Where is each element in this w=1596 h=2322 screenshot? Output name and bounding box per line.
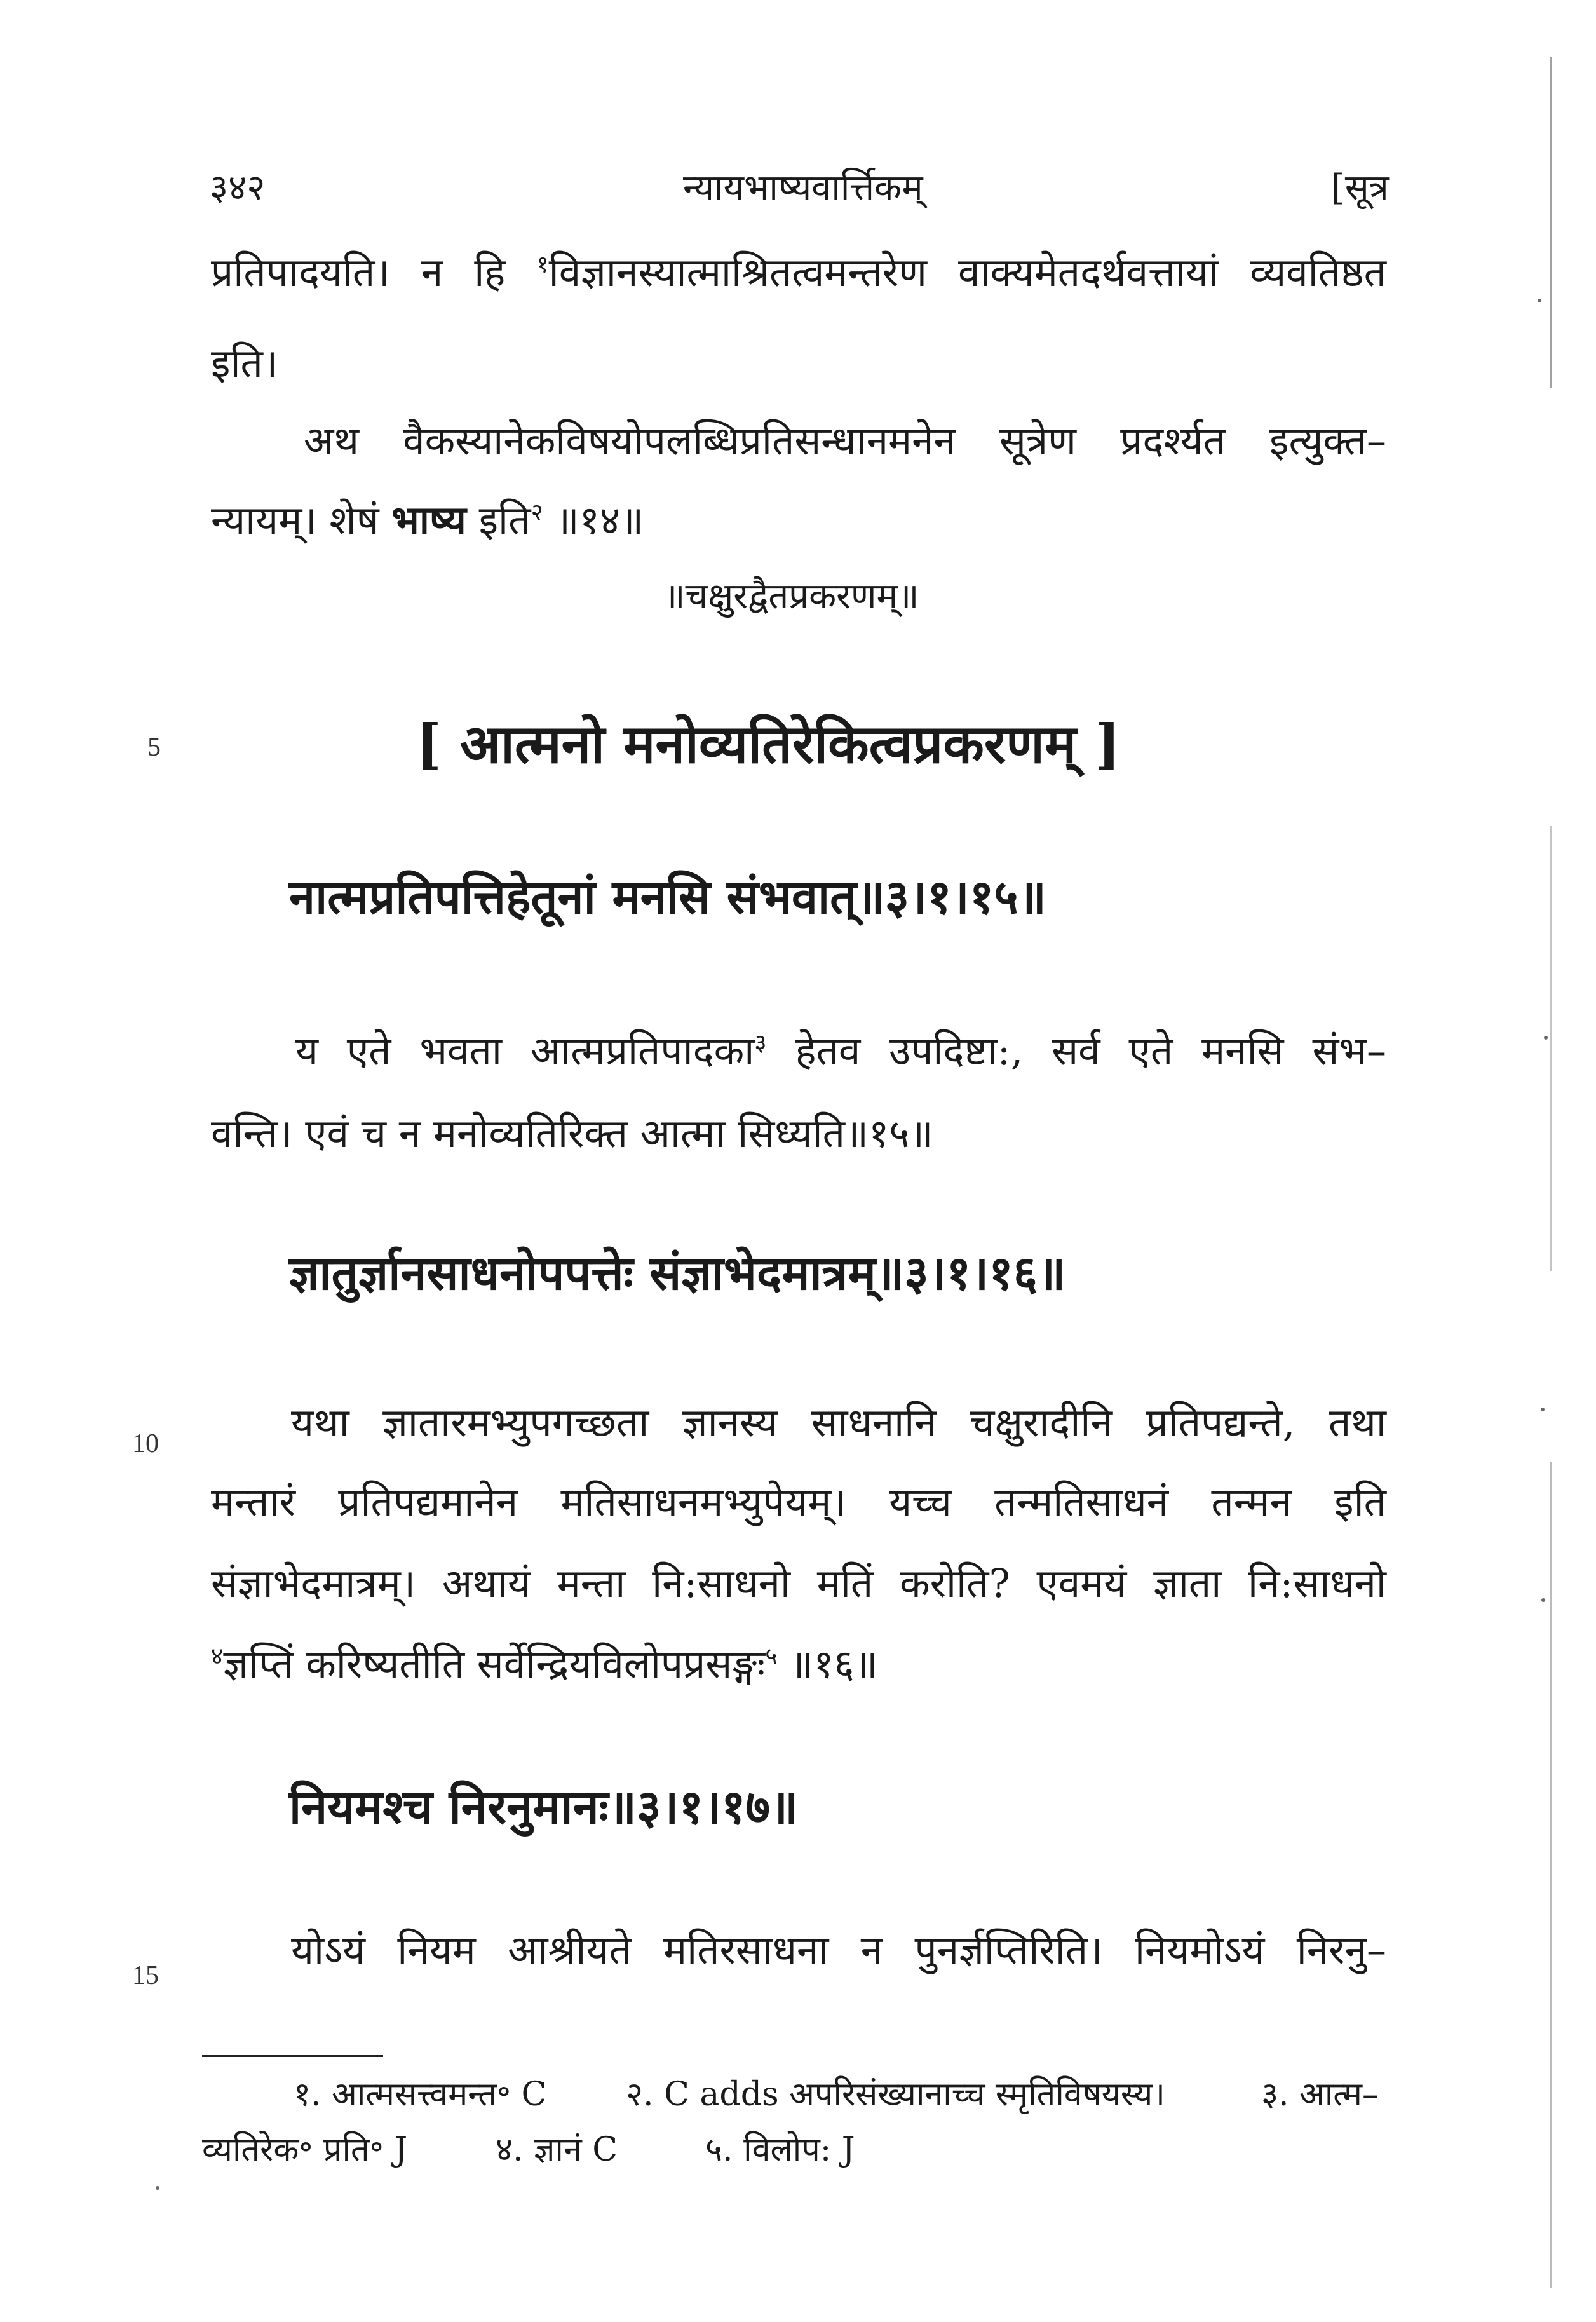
- colophon: ॥चक्षुरद्वैतप्रकरणम्॥: [664, 576, 919, 617]
- scan-speck: [1541, 1408, 1545, 1411]
- scan-edge-line: [1550, 1462, 1552, 2288]
- scan-speck: [1538, 299, 1541, 302]
- sutra-15: नात्मप्रतिपत्तिहेतूनां मनसि संभवात्॥३।१।१५॥: [289, 870, 1047, 925]
- page-number: ३४२: [210, 167, 266, 208]
- scan-speck: [1544, 1036, 1548, 1040]
- footnote-1: १. आत्मसत्त्वमन्त॰ C: [294, 2075, 547, 2114]
- line-number: 15: [132, 1961, 159, 1990]
- commentary-line: मन्तारं प्रतिपद्यमानेन मतिसाधनमभ्युपेयम्। यच्च तन्मतिसाधनं तन्मन इति: [211, 1479, 1386, 1525]
- sutra-16: ज्ञातुर्ज्ञानसाधनोपपत्तेः संज्ञाभेदमात्रम्॥३।१।१६॥: [289, 1246, 1066, 1301]
- footnote-3-continued: व्यतिरेक॰ प्रति॰ J: [202, 2131, 408, 2169]
- commentary-line: यथा ज्ञातारमभ्युपगच्छता ज्ञानस्य साधनानि चक्षुरादीनि प्रतिपद्यन्ते, तथा: [291, 1399, 1386, 1446]
- text-line: प्रतिपादयति। न हि $^१$विज्ञानस्यात्माश्रितत्वमन्तरेण वाक्यमेतदर्थवत्तायां व्यवतिष्ठत: [211, 249, 1387, 295]
- footnote-ref: ५: [765, 1641, 778, 1670]
- scan-edge-line: [1550, 57, 1552, 388]
- footnote-2: २. C adds अपरिसंख्यानाच्च स्मृतिविषयस्य।: [626, 2075, 1166, 2114]
- section-marker: [सूत्र: [1331, 167, 1389, 208]
- section-heading: [ आत्मनो मनोव्यतिरेकित्वप्रकरणम् ]: [416, 712, 1121, 775]
- commentary-line: $^४$ज्ञप्तिं करिष्यतीति सर्वेन्द्रियविलोपप्रसङ्गः$^५$ ॥१६॥: [211, 1641, 878, 1687]
- text-line: इति।: [211, 340, 278, 386]
- footnote-ref: ३: [754, 1028, 767, 1057]
- scan-edge-line: [1550, 826, 1552, 1271]
- footnote-ref: २: [531, 498, 543, 526]
- footnote-rule: [202, 2055, 383, 2057]
- commentary-line: योऽयं नियम आश्रीयते मतिरसाधना न पुनर्ज्ञप्तिरिति। नियमोऽयं निरनु–: [291, 1927, 1386, 1973]
- running-title: न्यायभाष्यवार्त्तिकम्: [683, 167, 923, 208]
- footnote-5: ५. विलोप: J: [705, 2131, 855, 2169]
- commentary-line: वन्ति। एवं च न मनोव्यतिरिक्त आत्मा सिध्यति॥१५॥: [211, 1110, 933, 1157]
- line-number: 10: [132, 1429, 159, 1458]
- footnote-4: ४. ज्ञानं C: [496, 2131, 618, 2169]
- text-line: अथ वैकस्यानेकविषयोपलब्धिप्रतिसन्धानमनेन सूत्रेण प्रदर्श्यत इत्युक्त–: [304, 418, 1386, 464]
- sutra-17: नियमश्च निरनुमानः॥३।१।१७॥: [289, 1780, 799, 1835]
- bold-word: भाष्य: [391, 497, 466, 543]
- scan-speck: [156, 2186, 159, 2190]
- footnote-ref: १: [536, 250, 549, 278]
- line-number: 5: [147, 733, 161, 762]
- footnote-3: ३. आत्म–: [1261, 2075, 1379, 2114]
- footnote-ref: ४: [211, 1641, 224, 1670]
- text-line: न्यायम्। शेषं भाष्य इति$^२$ ॥१४॥: [211, 497, 644, 543]
- scan-speck: [1541, 1598, 1545, 1602]
- commentary-line: संज्ञाभेदमात्रम्। अथायं मन्ता नि:साधनो मतिं करोति? एवमयं ज्ञाता नि:साधनो: [211, 1560, 1386, 1606]
- commentary-line: य एते भवता आत्मप्रतिपादका$^३$ हेतव उपदिष्टा:, सर्व एते मनसि संभ–: [295, 1028, 1387, 1074]
